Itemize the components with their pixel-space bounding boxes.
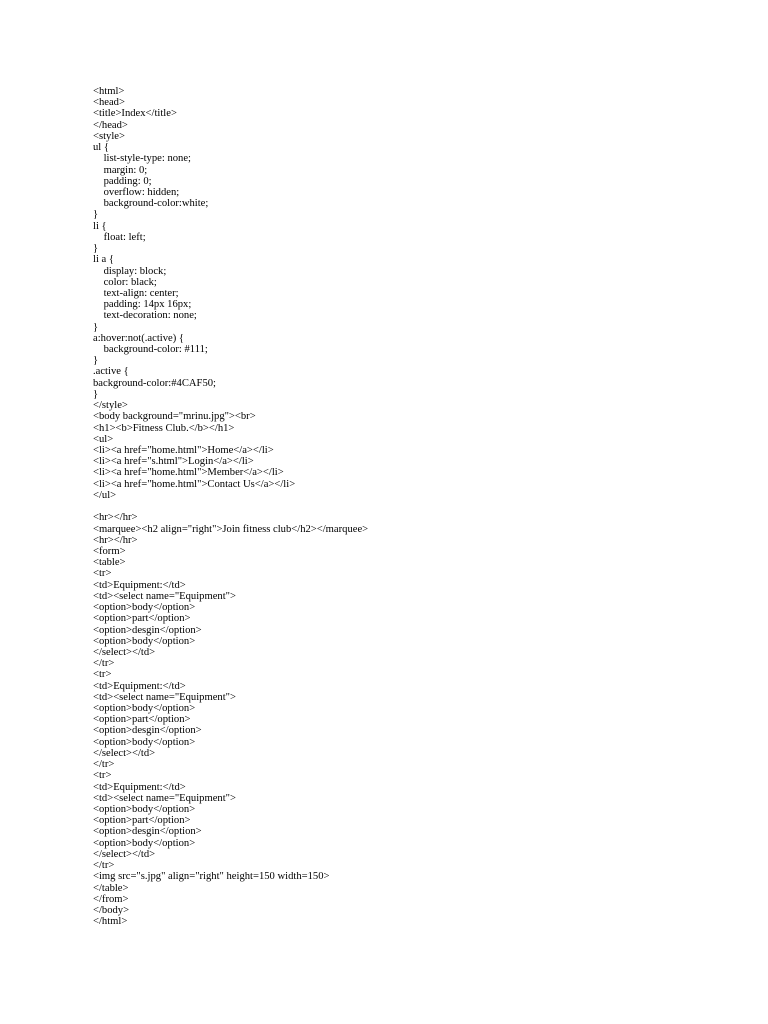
code-line: <tr> (93, 770, 112, 782)
code-line: </select></td> (93, 747, 156, 759)
code-line: </tr> (93, 658, 115, 670)
code-line: <table> (93, 557, 126, 569)
code-line: float: left; (93, 231, 146, 243)
code-line: <td>Equipment:</td> (93, 680, 186, 692)
code-line: <li><a href="home.html">Home</a></li> (93, 445, 274, 456)
code-line: </table> (93, 882, 129, 894)
code-line: <li><a href="s.html">Login</a></li> (93, 456, 254, 468)
code-line: <option>part</option> (93, 613, 191, 625)
code-line: color: black; (93, 276, 157, 288)
code-line: background-color: #111; (93, 344, 208, 356)
code-line: </html> (93, 916, 128, 928)
code-line: background-color:white; (93, 198, 209, 210)
code-line: </style> (93, 400, 128, 412)
code-line: <hr></hr> (93, 512, 138, 524)
code-line: <option>body</option> (93, 837, 196, 849)
code-line: <option>part</option> (93, 815, 191, 827)
code-line: } (93, 321, 99, 333)
code-line: <tr> (93, 568, 112, 580)
code-line: <option>part</option> (93, 714, 191, 726)
code-line: text-align: center; (93, 287, 179, 299)
code-line: } (93, 388, 99, 400)
code-line: <hr></hr> (93, 534, 138, 546)
code-line: <option>body</option> (93, 804, 196, 815)
code-line: } (93, 355, 99, 367)
code-line: background-color:#4CAF50; (93, 377, 216, 389)
code-line: display: block; (93, 265, 167, 277)
code-line: li { (93, 220, 107, 232)
code-line: overflow: hidden; (93, 186, 180, 198)
code-line: <option>desgin</option> (93, 826, 202, 838)
code-line: ul { (93, 142, 109, 154)
code-line: </ul> (93, 489, 117, 501)
code-line: </body> (93, 904, 130, 916)
code-line: } (93, 209, 99, 221)
code-line: <html> (93, 86, 125, 97)
code-line: </from> (93, 893, 129, 905)
code-line: </tr> (93, 860, 115, 872)
code-line: } (93, 243, 99, 255)
code-line: list-style-type: none; (93, 153, 191, 165)
code-listing (93, 86, 713, 927)
code-line: <ul> (93, 433, 114, 445)
code-line: <td>Equipment:</td> (93, 579, 186, 591)
code-line: <marquee><h2 align="right">Join fitness club</h2></marquee> (93, 523, 369, 535)
code-line: <tr> (93, 669, 112, 681)
code-line: </tr> (93, 759, 115, 771)
code-line: <img src="s.jpg" align="right" height=150 width=150> (93, 871, 330, 883)
code-line: text-decoration: none; (93, 310, 197, 322)
code-line: <td><select name="Equipment"> (93, 691, 236, 703)
code-line: </select></td> (93, 646, 156, 658)
code-line: <li><a href="home.html">Member</a></li> (93, 467, 284, 479)
code-line: <td><select name="Equipment"> (93, 792, 236, 804)
code-line: <li><a href="home.html">Contact Us</a></li> (93, 478, 296, 490)
code-line: <option>body</option> (93, 703, 196, 715)
code-line (93, 501, 713, 512)
code-line: <option>desgin</option> (93, 624, 202, 636)
code-line: </select></td> (93, 848, 156, 860)
code-line: <option>body</option> (93, 602, 196, 614)
code-line: <option>desgin</option> (93, 725, 202, 737)
code-line: <form> (93, 545, 126, 557)
code-line: a:hover:not(.active) { (93, 332, 184, 344)
code-line: margin: 0; (93, 164, 148, 176)
code-line: <body background="mrinu.jpg"><br> (93, 411, 256, 423)
code-line: <style> (93, 130, 125, 142)
code-line: </head> (93, 119, 128, 131)
code-line: padding: 0; (93, 175, 152, 187)
code-line: li a { (93, 254, 114, 266)
code-line: <option>body</option> (93, 635, 196, 647)
code-line: padding: 14px 16px; (93, 299, 192, 311)
code-line: <title>Index</title> (93, 108, 177, 120)
code-line: .active { (93, 366, 129, 378)
code-line: <head> (93, 97, 125, 109)
code-line: <h1><b>Fitness Club.</b></h1> (93, 422, 235, 434)
code-line: <option>body</option> (93, 736, 196, 748)
code-line: <td><select name="Equipment"> (93, 590, 236, 602)
code-line: <td>Equipment:</td> (93, 781, 186, 793)
